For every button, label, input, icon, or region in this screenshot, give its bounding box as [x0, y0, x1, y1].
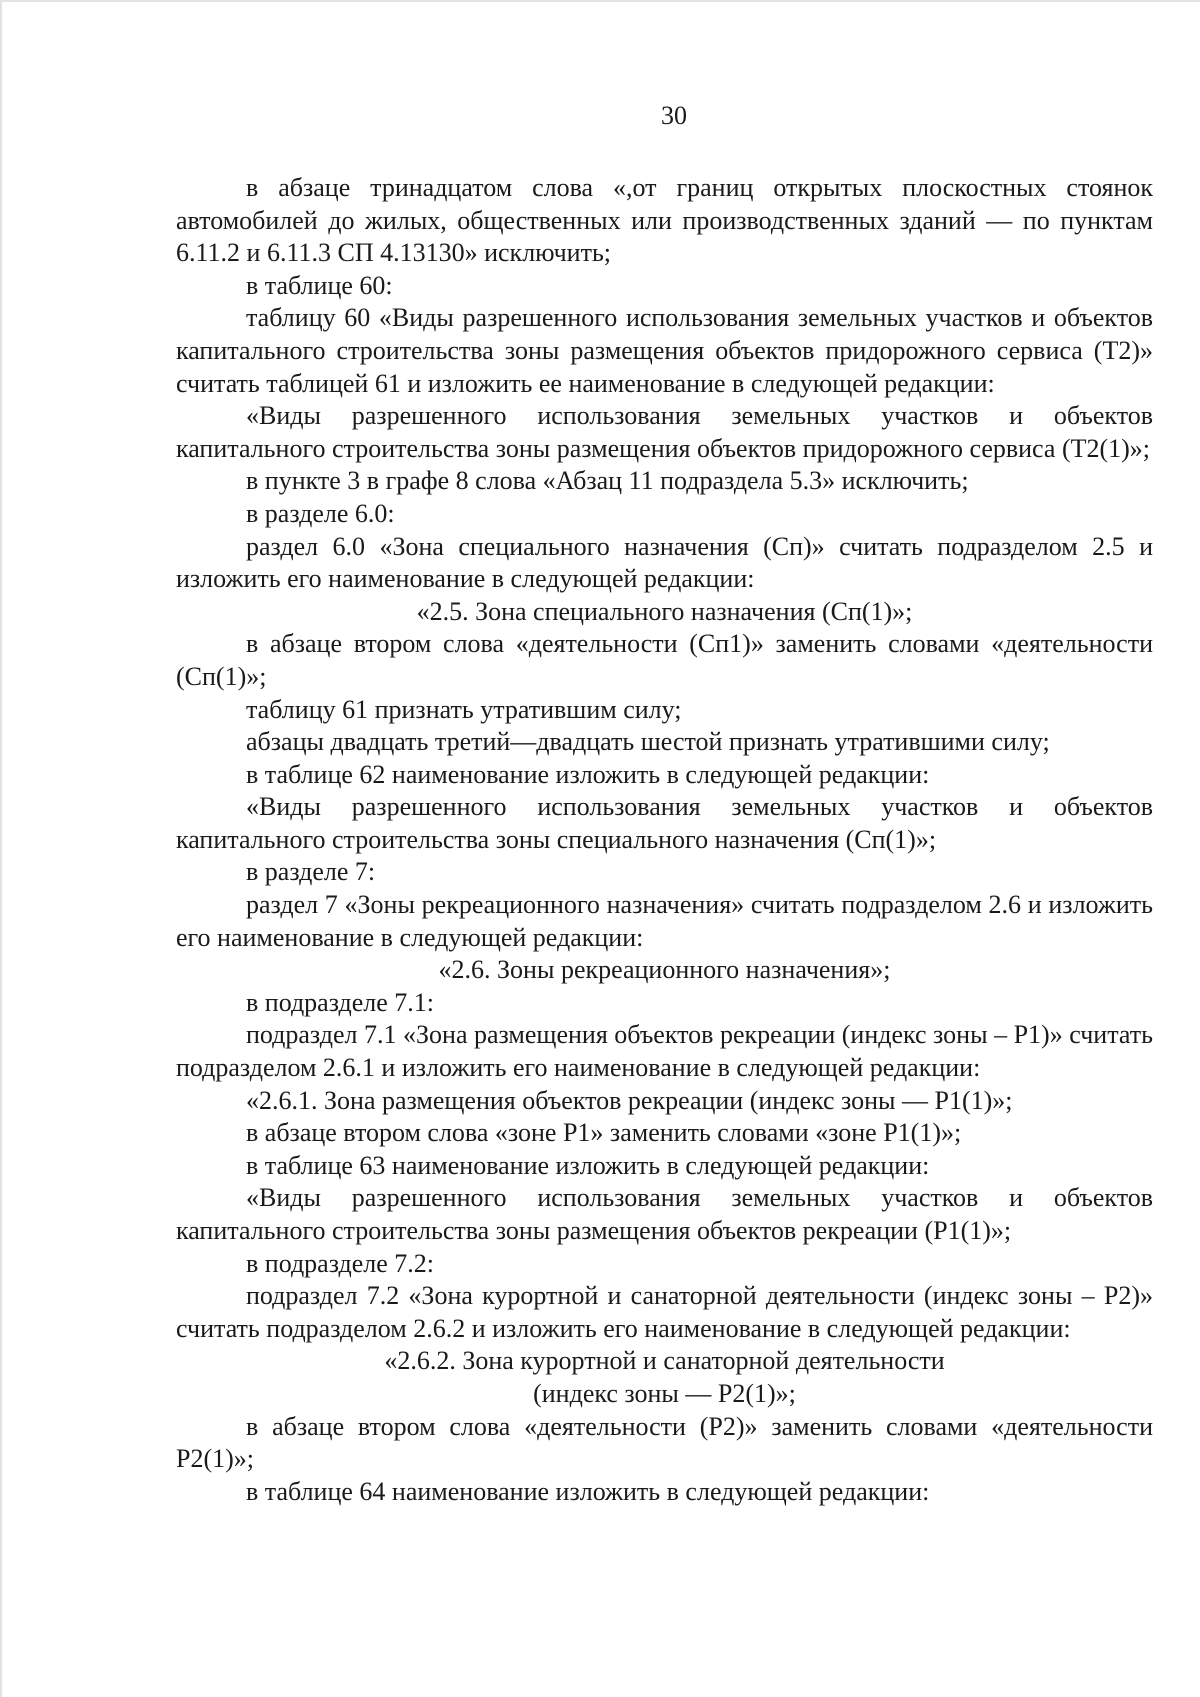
paragraph: таблицу 61 признать утратившим силу; — [246, 694, 682, 724]
paragraph: «Виды разрешенного использования земельных участков и объектов капитального строительства зоны специального назначения (Сп(1)»; — [176, 792, 1153, 854]
paragraph: «Виды разрешенного использования земельных участков и объектов капитального строительства зоны размещения объектов рекреации (Р1(1)»; — [176, 1183, 1153, 1245]
paragraph: в абзаце тринадцатом слова «,от границ открытых плоскостных стоянок автомобилей до жилых, общественных или производственных зданий — по пунктам 6.11.2 и 6.11.3 СП 4.13130» исключить; — [176, 173, 1153, 268]
paragraph: в таблице 62 наименование изложить в следующей редакции: — [246, 759, 930, 789]
paragraph: абзацы двадцать третий—двадцать шестой признать утратившими силу; — [246, 727, 1050, 757]
scan-left-edge — [0, 0, 3, 1697]
paragraph: в абзаце втором слова «зоне Р1» заменить словами «зоне Р1(1)»; — [246, 1118, 962, 1148]
paragraph: в абзаце втором слова «деятельности (Сп1)» заменить словами «деятельности (Сп(1)»; — [176, 629, 1153, 691]
paragraph: в таблице 63 наименование изложить в следующей редакции: — [246, 1150, 930, 1180]
centered-heading: «2.6.2. Зона курортной и санаторной деятельности — [384, 1346, 945, 1376]
centered-heading: «2.6. Зоны рекреационного назначения»; — [438, 955, 891, 985]
paragraph: таблицу 60 «Виды разрешенного использования земельных участков и объектов капитального строительства зоны размещения объектов придорожного сервиса (Т2)» считать таблицей 61 и изложить ее наименование в следующей редакции: — [176, 303, 1153, 398]
paragraph: в таблице 60: — [246, 270, 393, 300]
paragraph: в разделе 7: — [246, 857, 376, 887]
scan-top-edge — [0, 0, 1200, 2]
paragraph: «Виды разрешенного использования земельных участков и объектов капитального строительства зоны размещения объектов придорожного сервиса (Т2(1)»; — [176, 401, 1153, 463]
paragraph: «2.6.1. Зона размещения объектов рекреации (индекс зоны — Р1(1)»; — [246, 1085, 1013, 1115]
paragraph: раздел 6.0 «Зона специального назначения (Сп)» считать подразделом 2.5 и изложить его наименование в следующей редакции: — [176, 531, 1153, 594]
paragraph: в разделе 6.0: — [246, 498, 395, 528]
paragraph: в подразделе 7.1: — [246, 987, 435, 1017]
paragraph: в таблице 64 наименование изложить в следующей редакции: — [246, 1476, 930, 1506]
centered-heading: (индекс зоны — Р2(1)»; — [533, 1378, 796, 1408]
paragraph: подраздел 7.1 «Зона размещения объектов рекреации (индекс зоны – Р1)» считать подразделом 2.6.1 и изложить его наименование в следующей редакции: — [176, 1020, 1153, 1083]
page-number: 30 — [661, 101, 687, 130]
paragraph: подраздел 7.2 «Зона курортной и санаторной деятельности (индекс зоны – Р2)» считать подразделом 2.6.2 и изложить его наименование в следующей редакции: — [176, 1281, 1153, 1343]
paragraph: раздел 7 «Зоны рекреационного назначения» считать подразделом 2.6 и изложить его наименование в следующей редакции: — [176, 890, 1153, 952]
centered-heading: «2.5. Зона специального назначения (Сп(1)»; — [416, 596, 913, 626]
paragraph: в подразделе 7.2: — [246, 1248, 435, 1278]
paragraph: в пункте 3 в графе 8 слова «Абзац 11 подраздела 5.3» исключить; — [246, 466, 969, 496]
document-body — [176, 172, 1153, 1508]
paragraph: в абзаце втором слова «деятельности (Р2)» заменить словами «деятельности Р2(1)»; — [176, 1411, 1153, 1474]
